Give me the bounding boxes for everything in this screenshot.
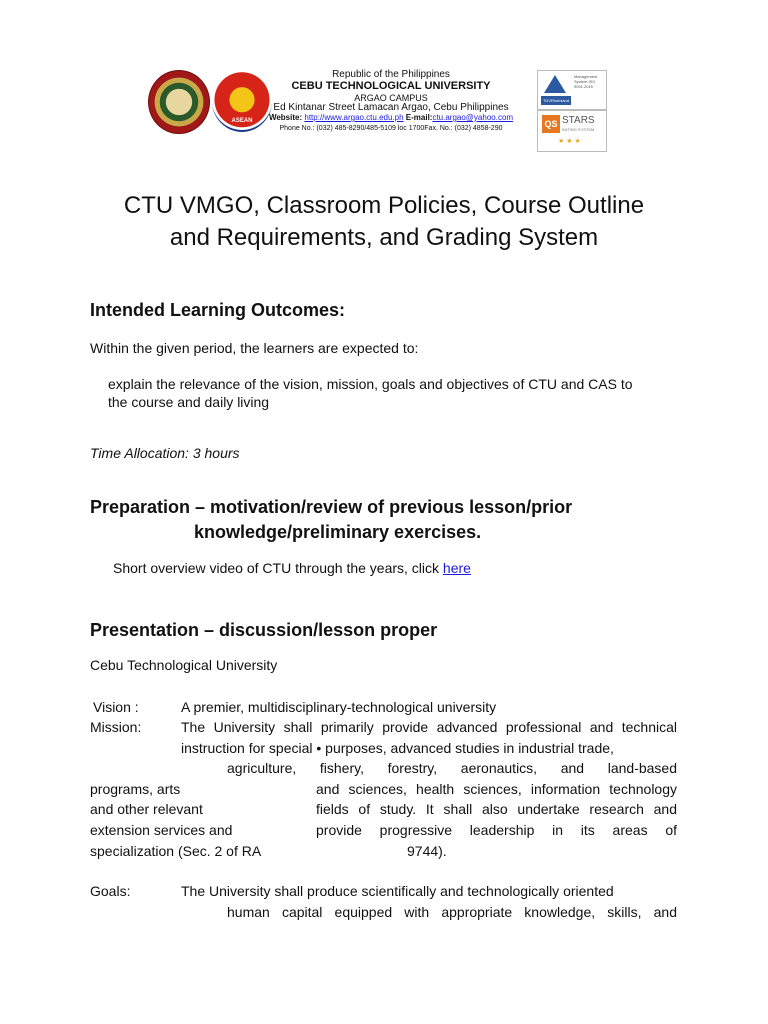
letterhead-campus: ARGAO CAMPUS [354, 93, 428, 103]
ilo-item-line2: the course and daily living [108, 394, 270, 410]
mission-line2: instruction for special • purposes, advanced studies in industrial trade, [181, 740, 614, 756]
ilo-intro: Within the given period, the learners are expected to: [90, 340, 419, 356]
tuv-triangle-icon [544, 75, 566, 93]
vision-text: A premier, multidisciplinary-technological university [181, 699, 497, 715]
mission-line1: The University shall primarily provide advanced professional and technical [181, 719, 677, 735]
mission-line7b: 9744). [407, 843, 447, 859]
letterhead-university: CEBU TECHNOLOGICAL UNIVERSITY [291, 80, 491, 92]
presentation-heading: Presentation – discussion/lesson proper [90, 620, 438, 640]
time-allocation: Time Allocation: 3 hours [90, 445, 240, 461]
asean-logo: ASEAN [212, 70, 272, 132]
letterhead-contacts: Website: http://www.argao.ctu.edu.ph E-mail:ctu.argao@yahoo.com [268, 113, 514, 122]
mission-line4a: programs, arts [90, 781, 181, 797]
ctu-seal-logo [148, 70, 210, 134]
letterhead-republic: Republic of the Philippines [332, 69, 450, 80]
page-title: CTU VMGO, Classroom Policies, Course Outline and Requirements, and Grading System [123, 192, 645, 251]
mission-line5a: and other relevant [90, 801, 203, 817]
mission-line3: agriculture, fishery, forestry, aeronautics, and land-based [227, 760, 677, 776]
tuv-certification-badge: TÜVRheinland Management System ISO 9001:2015 [537, 70, 607, 110]
preparation-heading-line1: Preparation – motivation/review of previous lesson/prior [90, 497, 573, 517]
ilo-heading: Intended Learning Outcomes: [90, 300, 346, 320]
letterhead-address: Ed Kintanar Street Lamacan Argao, Cebu Philippines [273, 102, 509, 113]
goals-label: Goals: [90, 883, 131, 899]
preparation-heading-line2: knowledge/preliminary exercises. [194, 522, 482, 542]
here-link[interactable]: here [442, 560, 471, 576]
mission-line5b: fields of study. It shall also undertake research and [316, 801, 677, 817]
preparation-text: Short overview video of CTU through the years, click here [113, 560, 471, 576]
goals-line2: human capital equipped with appropriate knowledge, skills, and [227, 904, 677, 920]
mission-line4b: and sciences, health sciences, information technology [316, 781, 677, 797]
website-link[interactable]: http://www.argao.ctu.edu.ph [304, 113, 404, 122]
vision-label: Vision : [93, 699, 139, 715]
email-link[interactable]: ctu.argao@yahoo.com [432, 113, 514, 122]
goals-line1: The University shall produce scientifically and technologically oriented [181, 883, 614, 899]
ilo-item-line1: explain the relevance of the vision, mission, goals and objectives of CTU and CAS to [108, 376, 633, 392]
mission-line7a: specialization (Sec. 2 of RA [90, 843, 262, 859]
mission-label: Mission: [90, 719, 142, 735]
letterhead-phone: Phone No.: (032) 485-8290/485-5109 loc 1700Fax. No.: (032) 4858-290 [279, 125, 503, 132]
mission-line6b: provide progressive leadership in its areas of [316, 822, 677, 838]
star-rating-icon: ★★★ [558, 138, 583, 145]
mission-line6a: extension services and [90, 822, 233, 838]
qs-stars-badge: QS STARS RATING SYSTEM ★★★ [537, 110, 607, 152]
org-name: Cebu Technological University [90, 657, 278, 673]
